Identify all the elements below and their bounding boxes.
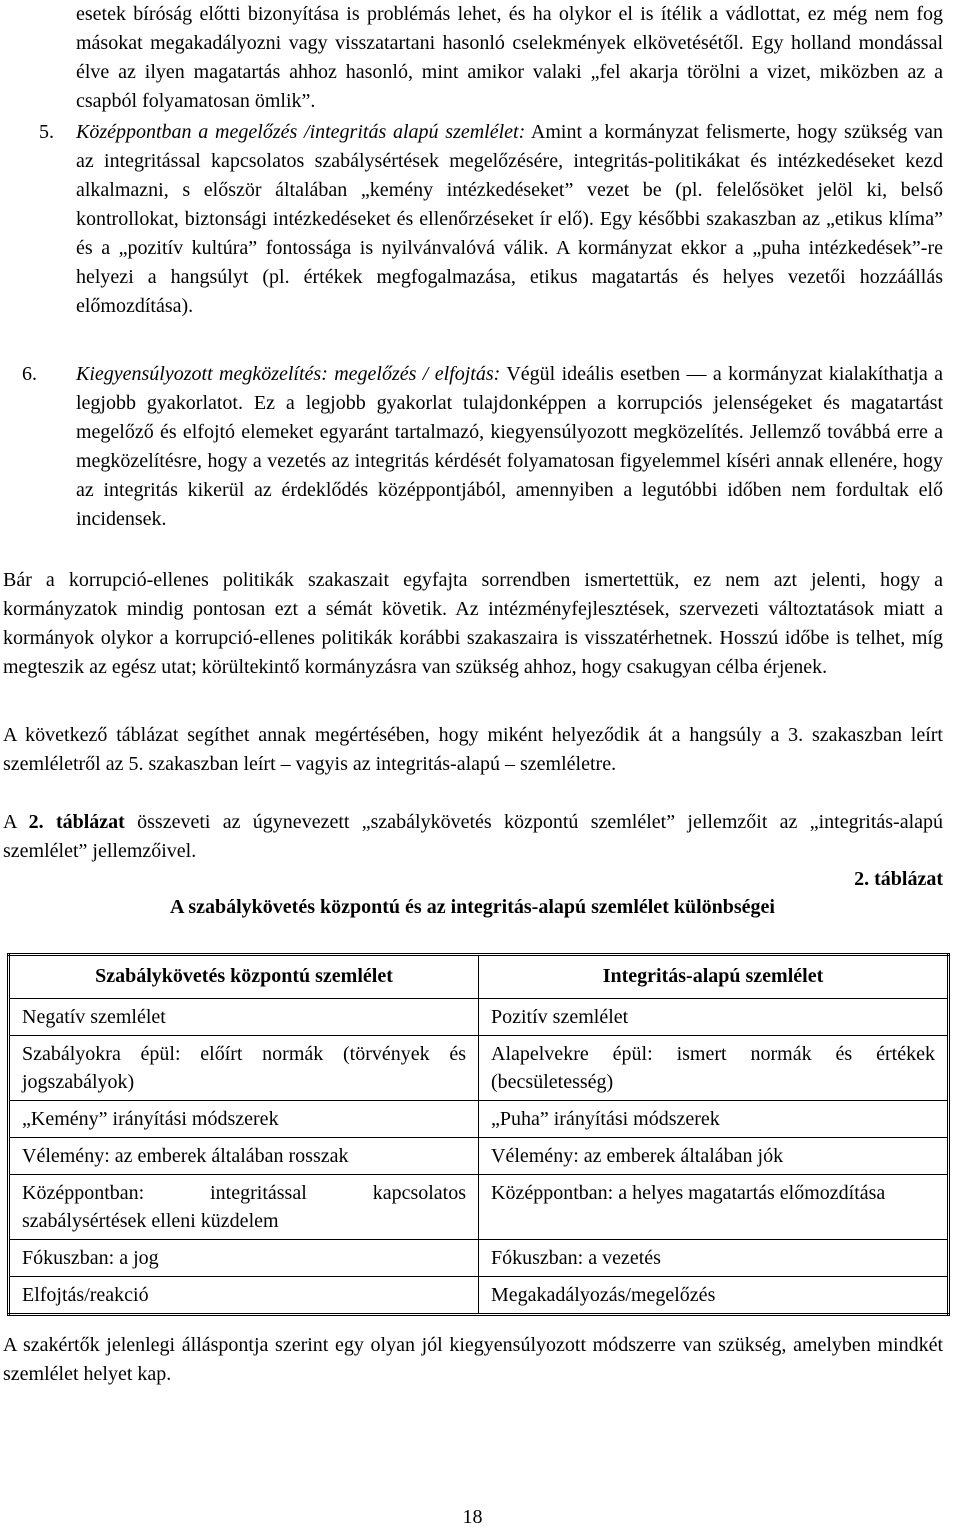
table-cell: Negatív szemlélet (9, 999, 479, 1036)
table-row (9, 999, 949, 1036)
table-cell: Középpontban: integritással kapcsolatos szabálysértések elleni küzdelem (9, 1175, 479, 1240)
table-cell: Középpontban: a helyes magatartás előmozdítása (479, 1175, 949, 1240)
list-item-6-body: Végül ideális esetben — a kormányzat kialakíthatja a legjobb gyakorlatot. Ez a legjobb gyakorlat tulajdonképpen a korrupciós jelenségeket és magatartást megelőző és elfojtó elemeket egyaránt tartalmazó, kiegyensúlyozott megközelítés. Jellemző továbbá erre a megközelítésre, hogy a vezetés az integritás kérdését folyamatosan figyelemmel kíséri annak ellenére, hogy az integritás kikerül az érdeklődés középpontjából, amennyiben a legutóbbi időben nem fordultak elő incidensek. (76, 363, 943, 530)
list-item-6 (76, 360, 943, 534)
list-item-6-heading: Kiegyensúlyozott megközelítés: megelőzés / elfojtás: (76, 363, 501, 385)
table-header-rule-based: Szabálykövetés központú szemlélet (9, 955, 479, 999)
table-row (9, 1101, 949, 1138)
table-ref-after: összeveti az úgynevezett „szabálykövetés központú szemlélet” jellemzőit az „integritás-alapú szemlélet” jellemzőivel. (3, 811, 944, 862)
table-header-integrity-based: Integritás-alapú szemlélet (479, 955, 949, 999)
table-cell: Fókuszban: a jog (9, 1240, 479, 1277)
table-ref-link: 2. táblázat (28, 811, 125, 833)
table-header-row (9, 955, 949, 999)
list-number-5: 5. (39, 121, 54, 143)
paragraph-sequence: Bár a korrupció-ellenes politikák szakaszait egyfajta sorrendben ismertettük, ez nem azt jelenti, hogy a kormányzatok mindig pontosan ezt a sémát követik. Az intézményfejlesztések, szervezeti változtatások miatt a kormányok olykor a korrupció-ellenes politikák korábbi szakaszaira is visszatérhetnek. Hosszú időbe is telhet, míg megteszik az egész utat; körültekintő kormányzásra van szükség ahhoz, hogy csakugyan célba érjenek. (3, 569, 943, 678)
comparison-table (7, 953, 950, 1316)
table-cell: Elfojtás/reakció (9, 1277, 479, 1315)
paragraph-continuation: esetek bíróság előtti bizonyítása is problémás lehet, és ha olykor el is ítélik a vádlottat, ez még nem fog másokat megakadályozni vagy visszatartani hasonló cselekmények elkövetésétől. Egy holland mondással élve az ilyen magatartás ahhoz hasonló, mint amikor valaki „fel akarja törölni a vizet, miközben az a csapból folyamatosan ömlik”. (76, 3, 943, 112)
list-item-5 (76, 118, 943, 321)
table-row (9, 1175, 949, 1240)
list-item-5-body: Amint a kormányzat felismerte, hogy szükség van az integritással kapcsolatos szabálysértések megelőzésére, integritás-politikákat és intézkedéseket kezd alkalmazni, s először általában „kemény intézkedéseket” vezet be (pl. felelősöket jelöl ki, belső kontrollokat, biztonsági intézkedéseket és ellenőrzéseket ír elő). Egy későbbi szakaszban az „etikus klíma” és a „pozitív kultúra” fontossága is nyilvánvalóvá válik. A kormányzat ekkor a „puha intézkedések”-re helyezi a hangsúlyt (pl. értékek megfogalmazása, etikus magatartás és helyes vezetői hozzáállás előmozdítása). (76, 121, 943, 317)
table-cell: Vélemény: az emberek általában jók (479, 1138, 949, 1175)
table-cell: „Kemény” irányítási módszerek (9, 1101, 479, 1138)
table-cell: Fókuszban: a vezetés (479, 1240, 949, 1277)
table-cell: Vélemény: az emberek általában rosszak (9, 1138, 479, 1175)
table-cell: Szabályokra épül: előírt normák (törvények és jogszabályok) (9, 1036, 479, 1101)
page-number: 18 (462, 1506, 483, 1528)
table-row (9, 1138, 949, 1175)
table-ref-before: A (3, 811, 29, 833)
paragraph-conclusion: A szakértők jelenlegi álláspontja szerint egy olyan jól kiegyensúlyozott módszerre van szükség, amelyben mindkét szemlélet helyet kap. (3, 1334, 943, 1385)
table-title: A szabálykövetés központú és az integritás-alapú szemlélet különbségei (170, 896, 775, 918)
table-cell: Megakadályozás/megelőzés (479, 1277, 949, 1315)
table-cell: Pozitív szemlélet (479, 999, 949, 1036)
table-cell: „Puha” irányítási módszerek (479, 1101, 949, 1138)
table-row (9, 1240, 949, 1277)
table-cell: Alapelvekre épül: ismert normák és értékek (becsületesség) (479, 1036, 949, 1101)
table-row (9, 1277, 949, 1315)
list-number-6: 6. (22, 363, 37, 385)
paragraph-table-intro: A következő táblázat segíthet annak megértésében, hogy miként helyeződik át a hangsúly a 3. szakaszban leírt szemléletről az 5. szakaszban leírt – vagyis az integritás-alapú – szemléletre. (3, 724, 943, 775)
paragraph-table-reference (3, 808, 943, 866)
list-item-5-heading: Középpontban a megelőzés /integritás alapú szemlélet: (76, 121, 526, 143)
table-row (9, 1036, 949, 1101)
table-label: 2. táblázat (854, 868, 943, 890)
